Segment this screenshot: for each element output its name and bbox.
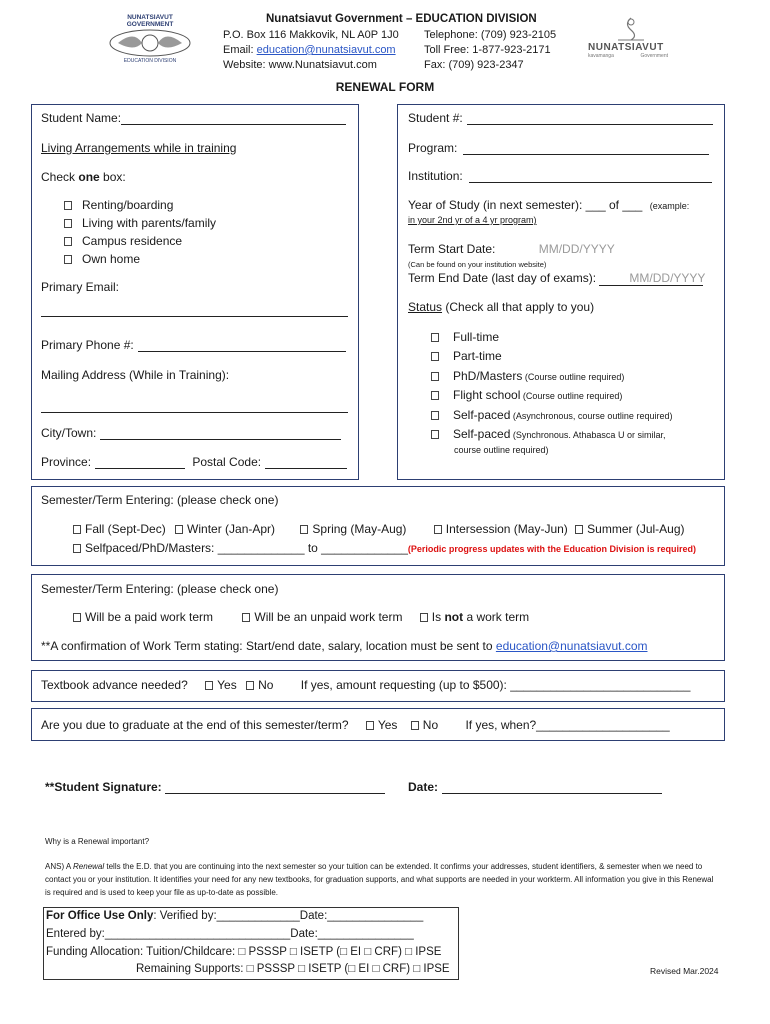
- check-bold: one: [78, 170, 100, 184]
- program-info-box: [397, 104, 725, 480]
- status-label: Self-paced: [453, 427, 511, 441]
- status-option-3[interactable]: [431, 388, 622, 402]
- org-title: Nunatsiavut Government – EDUCATION DIVISION: [266, 13, 537, 25]
- checkbox[interactable]: [73, 525, 81, 534]
- institution-field[interactable]: [469, 169, 712, 183]
- checkbox[interactable]: [242, 613, 250, 622]
- office-line-1: [46, 910, 423, 922]
- signature-row: [45, 780, 385, 794]
- checkbox[interactable]: [431, 352, 439, 361]
- not-work-term-option[interactable]: [432, 610, 529, 624]
- status-note: (Course outline required): [522, 372, 625, 382]
- confirmation-email-link[interactable]: education@nunatsiavut.com: [495, 639, 648, 653]
- city-row: [41, 426, 341, 440]
- student-number-field[interactable]: [467, 111, 713, 125]
- paid-work-term-option[interactable]: Will be a paid work term: [85, 610, 214, 624]
- term-end-field[interactable]: MM/DD/YYYY: [599, 271, 703, 286]
- textbook-amount[interactable]: If yes, amount requesting (up to $500): ___________________________: [300, 678, 691, 692]
- year-example-cont: in your 2nd yr of a 4 yr program): [408, 215, 537, 225]
- email-label: Email:: [223, 44, 257, 56]
- primary-phone-field[interactable]: [138, 338, 346, 352]
- student-name-row: [41, 111, 346, 125]
- checkbox[interactable]: [64, 219, 72, 228]
- checkbox[interactable]: [411, 721, 419, 730]
- status-note: (Course outline required): [520, 391, 623, 401]
- primary-phone-label: Primary Phone #:: [41, 338, 134, 352]
- status-note: (Synchronous. Athabasca U or similar,: [510, 430, 666, 440]
- term-end-row: [408, 271, 706, 286]
- unpaid-work-term-option[interactable]: Will be an unpaid work term: [254, 610, 403, 624]
- status-label: Self-paced: [453, 408, 511, 422]
- logo-left: [104, 14, 196, 62]
- semester-title: Semester/Term Entering: (please check one): [41, 493, 279, 507]
- province-label: Province:: [41, 455, 92, 469]
- postal-label: Postal Code:: [192, 455, 262, 469]
- progress-note: (Periodic progress updates with the Education Division is required): [407, 544, 696, 554]
- primary-email-field[interactable]: [41, 302, 348, 317]
- term-start-field[interactable]: MM/DD/YYYY: [538, 242, 615, 256]
- student-number-label: Student #:: [408, 111, 463, 125]
- primary-phone-row: [41, 338, 346, 352]
- institution-row: [408, 169, 712, 183]
- graduate-yes[interactable]: Yes: [377, 718, 398, 732]
- status-option-2[interactable]: [431, 369, 624, 383]
- revised-date: Revised Mar.2024: [650, 966, 719, 976]
- checkbox[interactable]: [246, 681, 254, 690]
- status-option-0[interactable]: [431, 330, 499, 344]
- fax: Fax: (709) 923-2347: [424, 59, 524, 71]
- checkbox[interactable]: [420, 613, 428, 622]
- checkbox[interactable]: [73, 544, 81, 553]
- logo-left-title: NUNATSIAVUT GOVERNMENT: [126, 14, 174, 28]
- not-post: a work term: [463, 610, 530, 624]
- confirmation-text: **A confirmation of Work Term stating: Start/end date, salary, location must be sent to: [41, 639, 496, 653]
- option-label: Living with parents/family: [82, 216, 217, 230]
- living-option-3[interactable]: [64, 252, 140, 266]
- institution-label: Institution:: [408, 169, 463, 183]
- status-option-5[interactable]: [431, 427, 665, 441]
- answer-pre: ANS) A: [45, 862, 74, 871]
- term-end-label: Term End Date (last day of exams):: [408, 271, 597, 285]
- year-of-study-row: [408, 198, 689, 212]
- checkbox[interactable]: [431, 391, 439, 400]
- checkbox[interactable]: [431, 411, 439, 420]
- living-option-0[interactable]: [64, 198, 173, 212]
- living-option-2[interactable]: [64, 234, 182, 248]
- status-label: Full-time: [453, 330, 500, 344]
- found-note: (Can be found on your institution website): [408, 260, 547, 269]
- student-name-field[interactable]: [121, 111, 346, 125]
- year-example: (example:: [649, 201, 690, 211]
- website: Website: www.Nunatsiavut.com: [223, 59, 377, 71]
- email-link[interactable]: education@nunatsiavut.com: [256, 44, 396, 56]
- why-answer: [45, 860, 720, 899]
- student-name-label: Student Name:: [41, 111, 122, 125]
- checkbox[interactable]: [64, 255, 72, 264]
- textbook-no[interactable]: No: [258, 678, 274, 692]
- office-use-heading: For Office Use Only: [46, 910, 154, 922]
- office-line-4: Remaining Supports: □ PSSSP □ ISETP (□ EI □ CRF) □ IPSE: [136, 963, 450, 975]
- primary-email-label: Primary Email:: [41, 280, 120, 294]
- verified-by-field[interactable]: : Verified by:_____________Date:_______________: [153, 910, 424, 922]
- check-one-instruction: [41, 170, 126, 184]
- spring-option[interactable]: Spring (May-Aug): [312, 522, 407, 536]
- program-label: Program:: [408, 141, 458, 155]
- checkbox[interactable]: [205, 681, 213, 690]
- date-label: Date:: [408, 780, 439, 794]
- option-label: Own home: [82, 252, 141, 266]
- status-heading: [408, 300, 594, 314]
- address: P.O. Box 116 Makkovik, NL A0P 1J0: [223, 29, 399, 41]
- city-field[interactable]: [100, 426, 341, 440]
- status-option-1[interactable]: [431, 349, 502, 363]
- program-row: [408, 141, 709, 155]
- textbook-yes[interactable]: Yes: [217, 678, 237, 692]
- status-note: (Asynchronous, course outline required): [510, 411, 673, 421]
- seal-icon: [104, 28, 196, 58]
- check-post: box:: [99, 170, 126, 184]
- why-heading: Why is a Renewal important?: [45, 837, 150, 846]
- status-option-4[interactable]: [431, 408, 672, 422]
- selfpaced-option[interactable]: Selfpaced/PhD/Masters: _____________ to _____________: [85, 541, 408, 555]
- confirmation-note: [41, 639, 648, 653]
- checkbox[interactable]: [300, 525, 308, 534]
- fall-option[interactable]: Fall (Sept-Dec): [85, 522, 166, 536]
- option-label: Campus residence: [82, 234, 183, 248]
- living-arrangements-heading: Living Arrangements while in training: [41, 141, 237, 155]
- status-label: Status: [408, 300, 443, 314]
- graduate-when[interactable]: If yes, when?____________________: [465, 718, 670, 732]
- office-line-2[interactable]: Entered by:_____________________________Date:_______________: [46, 928, 414, 940]
- not-bold: not: [444, 610, 464, 624]
- semester-options-row: [73, 522, 685, 536]
- living-option-1[interactable]: [64, 216, 216, 230]
- winter-option[interactable]: Winter (Jan-Apr): [187, 522, 276, 536]
- not-pre: Is: [431, 610, 445, 624]
- emblem-icon: [588, 14, 674, 42]
- program-field[interactable]: [463, 141, 709, 155]
- checkbox[interactable]: [366, 721, 374, 730]
- checkbox[interactable]: [64, 237, 72, 246]
- checkbox[interactable]: [175, 525, 183, 534]
- graduate-no[interactable]: No: [422, 718, 439, 732]
- answer-post: tells the E.D. that you are continuing into the next semester so your tuition can be extended. It confirms your addresses, student identifiers, & semester when we need to contact you or your institution. It identifies your need for any new textbooks, for graduation supports, and what supports are needed in your workterm. All information you give in this Renewal is required and is used to keep your file as up-to-date as possible.: [45, 862, 714, 897]
- email-line: [223, 44, 396, 56]
- signature-label: **Student Signature:: [45, 780, 162, 794]
- checkbox[interactable]: [64, 201, 72, 210]
- check-pre: Check: [41, 170, 79, 184]
- logo-left-subtitle: EDUCATION DIVISION: [123, 58, 177, 64]
- province-field[interactable]: [95, 455, 185, 469]
- status-label: Part-time: [453, 349, 502, 363]
- checkbox[interactable]: [431, 372, 439, 381]
- checkbox[interactable]: [431, 430, 439, 439]
- logo-right-sub2: Government: [640, 53, 668, 59]
- intersession-option[interactable]: Intersession (May-Jun): [445, 522, 568, 536]
- selfpaced-row: [73, 541, 696, 555]
- province-row: [41, 455, 347, 469]
- checkbox[interactable]: [431, 333, 439, 342]
- status-instruction: (Check all that apply to you): [442, 300, 595, 314]
- work-term-options-row: [73, 610, 529, 624]
- graduate-row: [41, 718, 670, 732]
- checkbox[interactable]: [434, 525, 442, 534]
- mailing-address-label: Mailing Address (While in Training):: [41, 368, 230, 382]
- mailing-address-field[interactable]: [41, 398, 348, 413]
- signature-field[interactable]: [165, 780, 385, 794]
- option-label: Renting/boarding: [82, 198, 174, 212]
- office-line-3: Funding Allocation: Tuition/Childcare: □ PSSSP □ ISETP (□ EI □ CRF) □ IPSE: [46, 946, 442, 958]
- toll-free: Toll Free: 1-877-923-2171: [424, 44, 551, 56]
- status-label: Flight school: [453, 388, 521, 402]
- year-of-study-label: Year of Study (in next semester): ___ of ___: [408, 198, 643, 212]
- logo-right: [588, 14, 674, 64]
- textbook-question: Textbook advance needed?: [41, 678, 188, 692]
- textbook-row: [41, 678, 690, 692]
- status-note-cont: course outline required): [454, 445, 549, 455]
- term-start-row: [408, 242, 615, 256]
- checkbox[interactable]: [73, 613, 81, 622]
- status-label: PhD/Masters: [453, 369, 523, 383]
- summer-option[interactable]: Summer (Jul-Aug): [587, 522, 685, 536]
- form-title: RENEWAL FORM: [335, 80, 435, 94]
- postal-field[interactable]: [265, 455, 347, 469]
- graduate-question: Are you due to graduate at the end of this semester/term?: [41, 718, 349, 732]
- work-term-title: Semester/Term Entering: (please check one): [41, 582, 279, 596]
- logo-right-sub1: kavamanga: [588, 53, 614, 59]
- date-row: [408, 780, 662, 794]
- answer-em: Renewal: [73, 862, 105, 871]
- term-start-label: Term Start Date:: [408, 242, 496, 256]
- date-field[interactable]: [442, 780, 662, 794]
- city-label: City/Town:: [41, 426, 97, 440]
- logo-right-title: NUNATSIAVUT: [588, 42, 664, 53]
- checkbox[interactable]: [575, 525, 583, 534]
- student-number-row: [408, 111, 713, 125]
- telephone: Telephone: (709) 923-2105: [424, 29, 557, 41]
